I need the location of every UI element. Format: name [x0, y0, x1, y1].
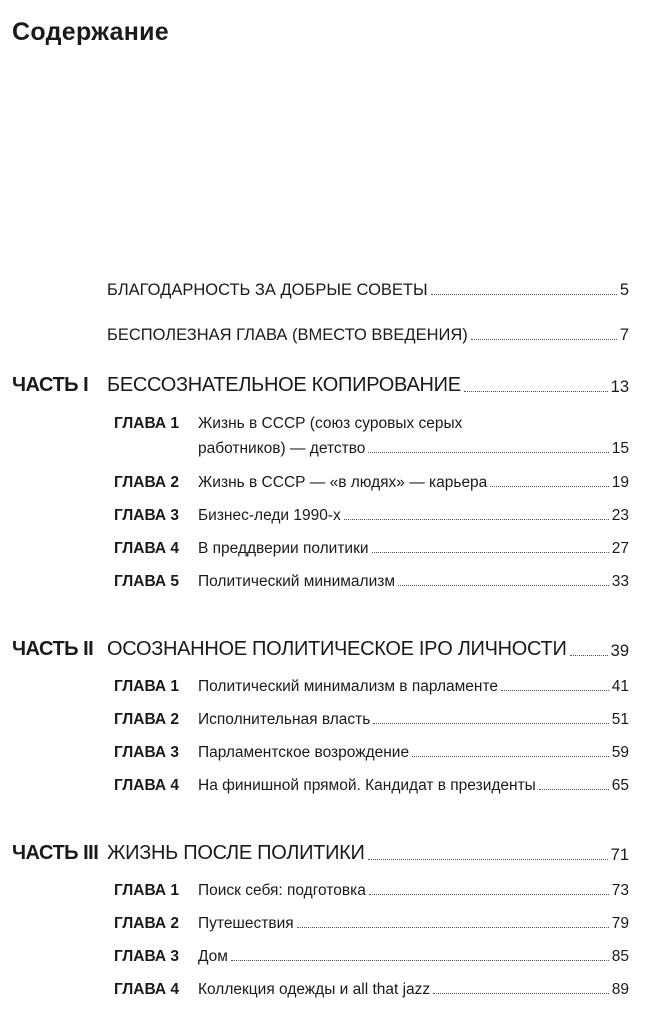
chapter-title: Поиск себя: подготовка — [198, 882, 366, 899]
toc-page-number: 15 — [611, 440, 629, 457]
chapter-label: ГЛАВА 1 — [114, 882, 180, 899]
chapter-title: Бизнес-леди 1990-х — [198, 507, 341, 524]
chapter-label: ГЛАВА 2 — [114, 711, 180, 728]
toc-page-number: 13 — [610, 378, 629, 396]
toc-page-number: 33 — [611, 573, 629, 590]
toc-entry-title: БЕСПОЛЕЗНАЯ ГЛАВА (ВМЕСТО ВВЕДЕНИЯ) — [107, 326, 468, 344]
toc-page-number: 71 — [610, 846, 629, 864]
part-title: БЕССОЗНАТЕЛЬНОЕ КОПИРОВАНИЕ — [107, 374, 461, 396]
dot-leader — [471, 339, 617, 340]
chapter-title: На финишной прямой. Кандидат в президенты — [198, 777, 536, 794]
part-title: ОСОЗНАННОЕ ПОЛИТИЧЕСКОЕ IPO ЛИЧНОСТИ — [107, 638, 567, 660]
dot-leader — [570, 655, 608, 656]
chapter-label: ГЛАВА 1 — [114, 415, 180, 432]
dot-leader — [368, 859, 608, 860]
chapter-title: Путешествия — [198, 915, 294, 932]
toc-part-3[interactable] — [12, 842, 629, 865]
page-title: Содержание — [12, 18, 170, 46]
chapter-label: ГЛАВА 4 — [114, 777, 180, 794]
toc-chapter-1-1[interactable] — [114, 415, 629, 458]
dot-leader — [464, 391, 608, 392]
toc-page-number: 19 — [611, 474, 629, 491]
dot-leader — [398, 585, 609, 586]
chapter-label: ГЛАВА 2 — [114, 915, 180, 932]
toc-chapter-2-3[interactable] — [114, 744, 629, 762]
chapter-title-line1: Жизнь в СССР (союз суровых серых — [198, 415, 463, 432]
chapter-title: Политический минимализм в парламенте — [198, 678, 499, 695]
chapter-label: ГЛАВА 3 — [114, 507, 180, 524]
chapter-title: Исполнительная власть — [198, 711, 371, 728]
toc-entry-acknowledgements[interactable] — [107, 281, 629, 300]
part-label: ЧАСТЬ II — [12, 638, 94, 660]
toc-chapter-3-3[interactable] — [114, 948, 629, 966]
toc-chapter-2-1[interactable] — [114, 678, 629, 696]
chapter-label: ГЛАВА 1 — [114, 678, 180, 695]
toc-chapter-3-2[interactable] — [114, 915, 629, 933]
part-title: ЖИЗНЬ ПОСЛЕ ПОЛИТИКИ — [107, 842, 365, 864]
toc-chapter-3-1[interactable] — [114, 882, 629, 900]
toc-chapter-1-4[interactable] — [114, 540, 629, 558]
toc-page-number: 23 — [611, 507, 629, 524]
toc-chapter-3-4[interactable] — [114, 981, 629, 999]
dot-leader — [231, 960, 609, 961]
toc-page-number: 39 — [610, 642, 629, 660]
dot-leader — [369, 894, 609, 895]
chapter-title: Коллекция одежды и all that jazz — [198, 981, 431, 998]
toc-page-number: 89 — [611, 981, 629, 998]
chapter-label: ГЛАВА 3 — [114, 948, 180, 965]
chapter-title: Парламентское возрождение — [198, 744, 410, 761]
chapter-label: ГЛАВА 5 — [114, 573, 180, 590]
chapter-label: ГЛАВА 2 — [114, 474, 180, 491]
toc-part-1[interactable] — [12, 374, 629, 397]
toc-page-number: 5 — [619, 281, 629, 299]
chapter-title-line2: работников) — детство — [198, 440, 366, 457]
toc-page-number: 73 — [611, 882, 629, 899]
toc-part-2[interactable] — [12, 638, 629, 661]
toc-entry-title: БЛАГОДАРНОСТЬ ЗА ДОБРЫЕ СОВЕТЫ — [107, 281, 428, 299]
dot-leader — [373, 723, 608, 724]
dot-leader — [539, 789, 609, 790]
chapter-label: ГЛАВА 4 — [114, 540, 180, 557]
toc-page-number: 27 — [611, 540, 629, 557]
toc-page-number: 65 — [611, 777, 629, 794]
toc-page-number: 7 — [619, 326, 629, 344]
dot-leader — [412, 756, 609, 757]
chapter-label: ГЛАВА 3 — [114, 744, 180, 761]
part-label: ЧАСТЬ I — [12, 374, 89, 396]
toc-page-number: 85 — [611, 948, 629, 965]
toc-page-number: 41 — [611, 678, 629, 695]
toc-chapter-1-5[interactable] — [114, 573, 629, 591]
dot-leader — [372, 552, 609, 553]
chapter-title: Политический минимализм — [198, 573, 396, 590]
chapter-label: ГЛАВА 4 — [114, 981, 180, 998]
chapter-title: Дом — [198, 948, 228, 965]
toc-chapter-2-4[interactable] — [114, 777, 629, 795]
toc-page-number: 79 — [611, 915, 629, 932]
chapter-title: В преддверии политики — [198, 540, 369, 557]
dot-leader — [431, 294, 617, 295]
dot-leader — [490, 486, 608, 487]
dot-leader — [297, 927, 609, 928]
toc-page-number: 59 — [611, 744, 629, 761]
toc-chapter-1-2[interactable] — [114, 474, 629, 492]
dot-leader — [368, 452, 608, 453]
chapter-title: Жизнь в СССР — «в людях» — карьера — [198, 474, 488, 491]
toc-page-number: 51 — [611, 711, 629, 728]
toc-chapter-1-3[interactable] — [114, 507, 629, 525]
part-label: ЧАСТЬ III — [12, 842, 99, 864]
dot-leader — [344, 519, 609, 520]
toc-entry-introduction[interactable] — [107, 326, 629, 345]
dot-leader — [433, 993, 609, 994]
toc-chapter-2-2[interactable] — [114, 711, 629, 729]
dot-leader — [501, 690, 609, 691]
